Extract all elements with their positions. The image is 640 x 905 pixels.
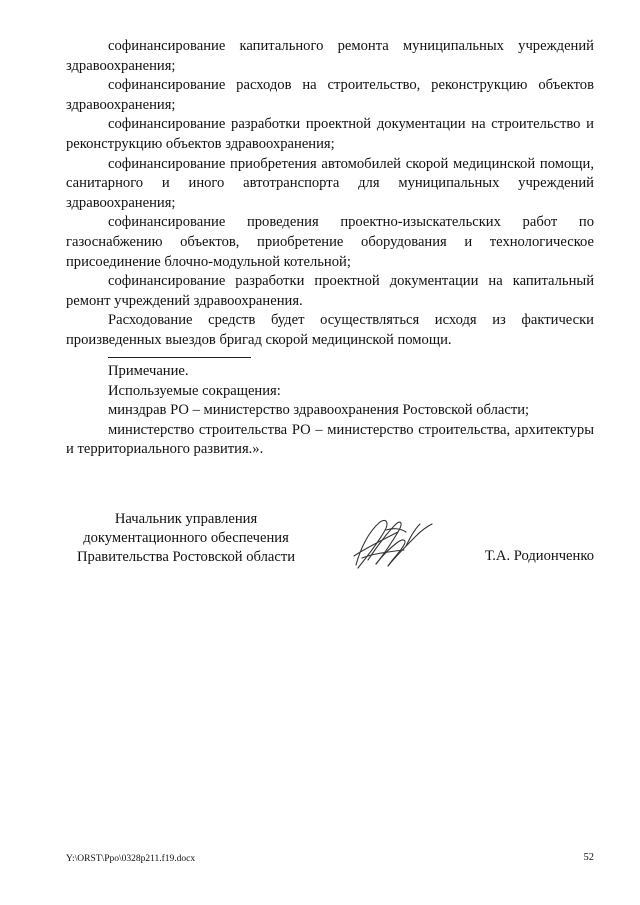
position-line: Правительства Ростовской области (76, 549, 296, 565)
paragraph: софинансирование капитального ремонта муниципальных учреждений здравоохранения; (66, 38, 594, 74)
abbreviations-heading: Используемые сокращения: (108, 382, 281, 399)
position-line: Начальник управления (114, 511, 258, 527)
footnote-divider (108, 357, 251, 358)
abbreviation-item: министерство строительства РО – министерство строительства, архитектуры и территориального развития.». (66, 421, 594, 458)
abbreviation-item: минздрав РО – министерство здравоохранения Ростовской области; (108, 402, 530, 419)
notes-section (66, 362, 594, 460)
notes-title: Примечание. (108, 363, 189, 379)
paragraph: софинансирование расходов на строительство, реконструкцию объектов здравоохранения; (66, 77, 594, 113)
paragraph: Расходование средств будет осуществляться исходя из фактически произведенных выездов бригад скорой медицинской помощи. (66, 312, 594, 348)
paragraph: софинансирование разработки проектной документации на капитальный ремонт учреждений здравоохранения. (66, 273, 594, 309)
handwritten-signature-icon (346, 510, 436, 580)
paragraph: софинансирование разработки проектной документации на строительство и реконструкцию объектов здравоохранения; (66, 116, 594, 152)
paragraph: софинансирование приобретения автомобилей скорой медицинской помощи, санитарного и иного автотранспорта для муниципальных учреждений здравоохранения; (66, 155, 594, 211)
signatory-name: Т.А. Родионченко (484, 548, 594, 564)
page-number: 52 (583, 852, 594, 863)
signatory-position (66, 510, 306, 567)
paragraph: софинансирование проведения проектно-изыскательских работ по газоснабжению объектов, приобретение оборудования и технологическое присоединение блочно-модульной котельной; (66, 214, 594, 270)
position-line: документационного обеспечения (83, 530, 289, 546)
footer-file-path: Y:\ORST\Ppo\0328p211.f19.docx (66, 854, 196, 864)
body-text (66, 37, 594, 351)
